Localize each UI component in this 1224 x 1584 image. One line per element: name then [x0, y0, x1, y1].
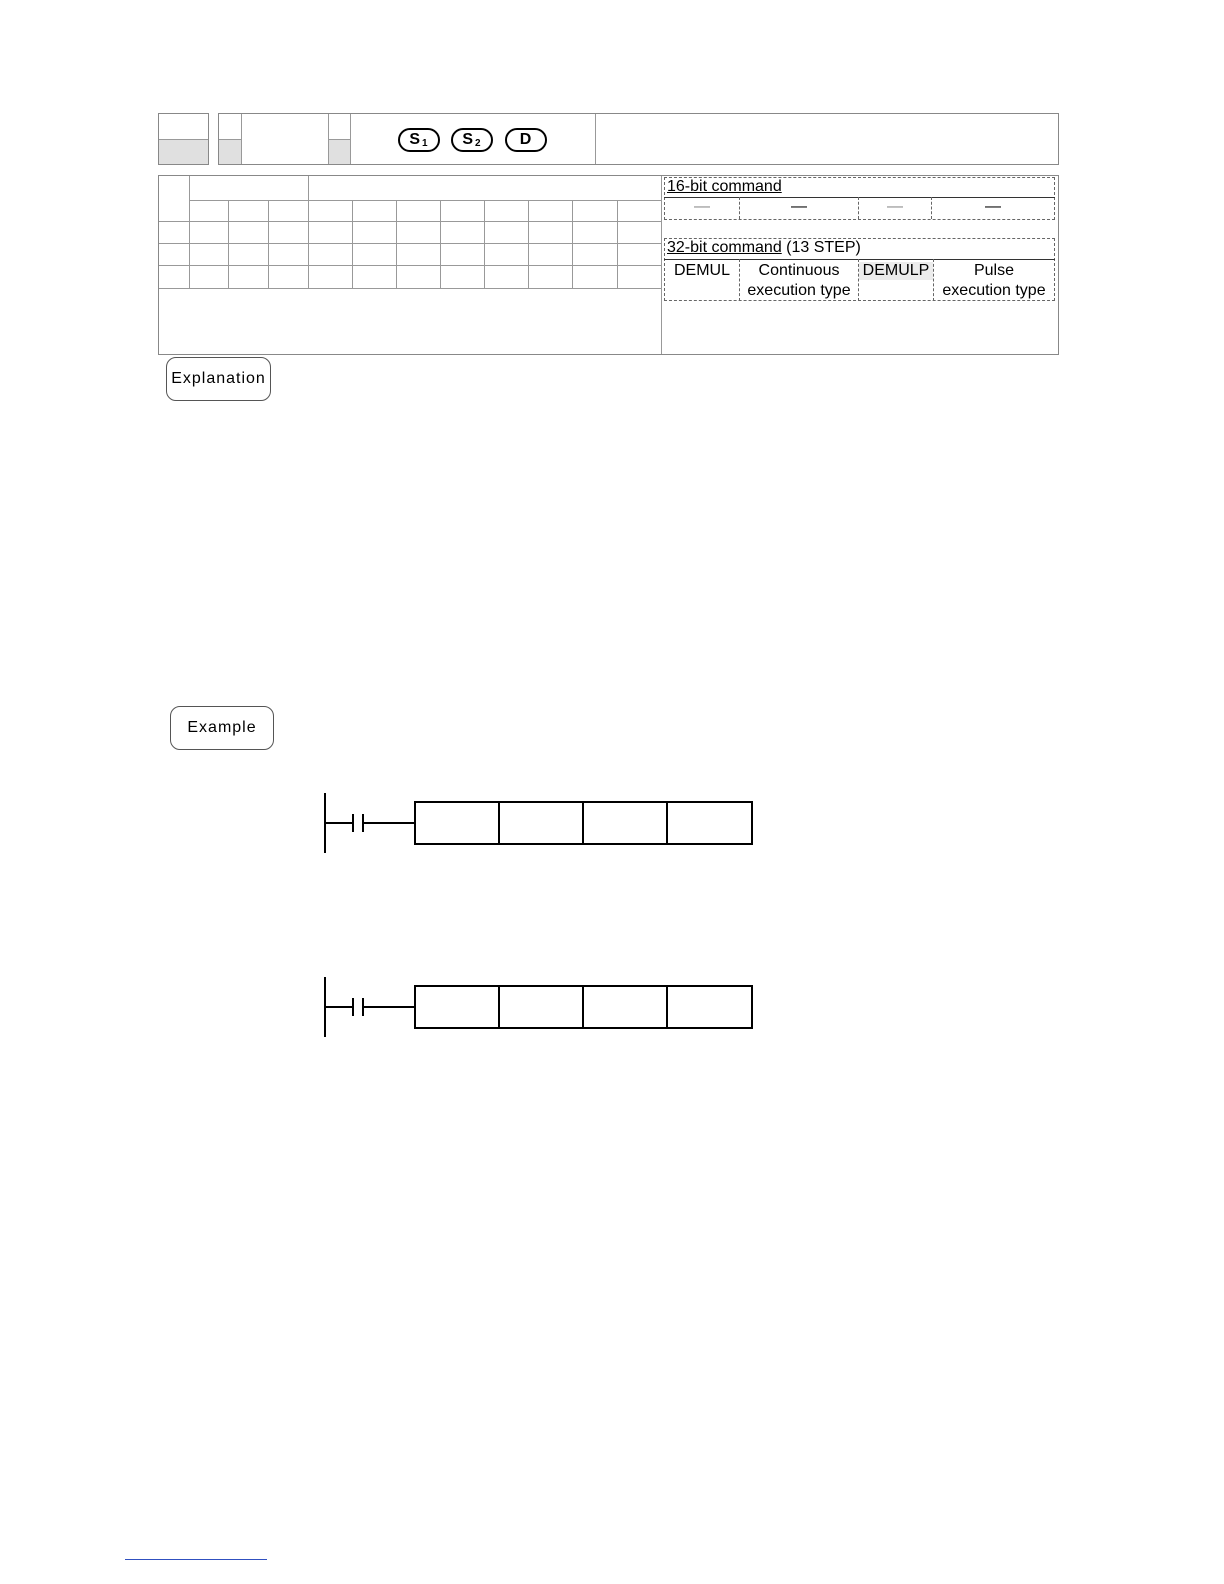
- operand-s1-letter: S: [409, 131, 422, 148]
- ladder-1-operand-s2-cell: [582, 801, 668, 845]
- table-col-line-9: [572, 200, 573, 288]
- table-col-line-4: [352, 200, 353, 288]
- ladder-2-instruction-cell: [414, 985, 500, 1029]
- cmd32-pulse-name: DEMULP: [859, 262, 933, 280]
- cmd32-heading-line: [664, 259, 1055, 260]
- table-row-line-2: [159, 243, 661, 244]
- cmd16-cell-4: —: [985, 198, 1001, 215]
- table-col-line-0: [189, 176, 190, 288]
- api-number-box: [158, 113, 209, 165]
- operand-s2-pill: [451, 128, 493, 152]
- operand-s1-sub: 1: [422, 137, 429, 149]
- cmd32-right-dash: [1054, 238, 1055, 301]
- api-number-shade: [159, 139, 208, 164]
- ladder-2-operand-d-cell: [666, 985, 753, 1029]
- cmd32-continuous-type-line2: execution type: [747, 282, 851, 299]
- table-col-line-1: [228, 200, 229, 288]
- operand-d-letter: D: [519, 131, 533, 148]
- cmd32-pulse-type-line2: execution type: [942, 282, 1046, 299]
- table-row-line-3: [159, 265, 661, 266]
- table-row-line-1: [159, 221, 661, 222]
- mnemonic-prefix-border: [241, 114, 242, 164]
- ladder-rung-1: [320, 790, 760, 856]
- cmd32-pulse-type-line1: Pulse: [973, 262, 1015, 279]
- command-section-border: [661, 176, 662, 354]
- cmd32-continuous-name: DEMUL: [673, 262, 730, 279]
- cmd16-right-dash: [1054, 177, 1055, 220]
- cmd16-heading: 16-bit command: [667, 178, 782, 195]
- api-number-divider: [159, 139, 208, 140]
- mnemonic-suffix-shade: [329, 139, 350, 164]
- mnemonic-suffix-divider: [329, 139, 350, 140]
- cmd16-cell-2: —: [791, 198, 807, 215]
- operand-s2-letter: S: [462, 131, 475, 148]
- cmd32-bottom-dash: [664, 300, 1055, 301]
- table-col-line-10: [617, 200, 618, 288]
- table-col-line-8: [528, 200, 529, 288]
- mnemonic-prefix-shade: [219, 139, 241, 164]
- cmd32-heading: [667, 239, 861, 257]
- ladder-rung-2: [320, 974, 760, 1040]
- ladder-1-operand-s1-cell: [498, 801, 584, 845]
- table-col-line-6: [440, 200, 441, 288]
- operand-s1-pill: [398, 128, 440, 152]
- ladder-1-operand-d-cell: [666, 801, 753, 845]
- operand-d-pill: [505, 128, 547, 152]
- cmd16-bottom-dash: [664, 219, 1055, 220]
- mnemonic-box: [218, 113, 1059, 165]
- cmd16-cell-1: —: [694, 198, 710, 215]
- cmd16-cell-3: —: [887, 198, 903, 215]
- cmd32-continuous-type-line1: Continuous: [758, 262, 840, 279]
- operand-area-border: [595, 114, 596, 164]
- cmd32-heading-link: 32-bit command: [667, 239, 782, 256]
- table-header-divider: [189, 200, 661, 201]
- operand-s2-sub: 2: [475, 137, 482, 149]
- mnemonic-prefix-divider: [219, 139, 241, 140]
- table-col-line-3: [308, 176, 309, 288]
- ladder-2-operand-s2-cell: [582, 985, 668, 1029]
- table-col-line-2: [268, 200, 269, 288]
- cmd32-heading-rest: (13 STEP): [781, 239, 861, 256]
- ladder-2-operand-s1-cell: [498, 985, 584, 1029]
- mnemonic-suffix-border: [350, 114, 351, 164]
- explanation-tag: Explanation: [166, 357, 271, 401]
- ladder-1-instruction-cell: [414, 801, 500, 845]
- table-col-line-7: [484, 200, 485, 288]
- footer-rule: [125, 1559, 267, 1560]
- example-tag: Example: [170, 706, 274, 750]
- table-row-line-4: [159, 288, 661, 289]
- table-col-line-5: [396, 200, 397, 288]
